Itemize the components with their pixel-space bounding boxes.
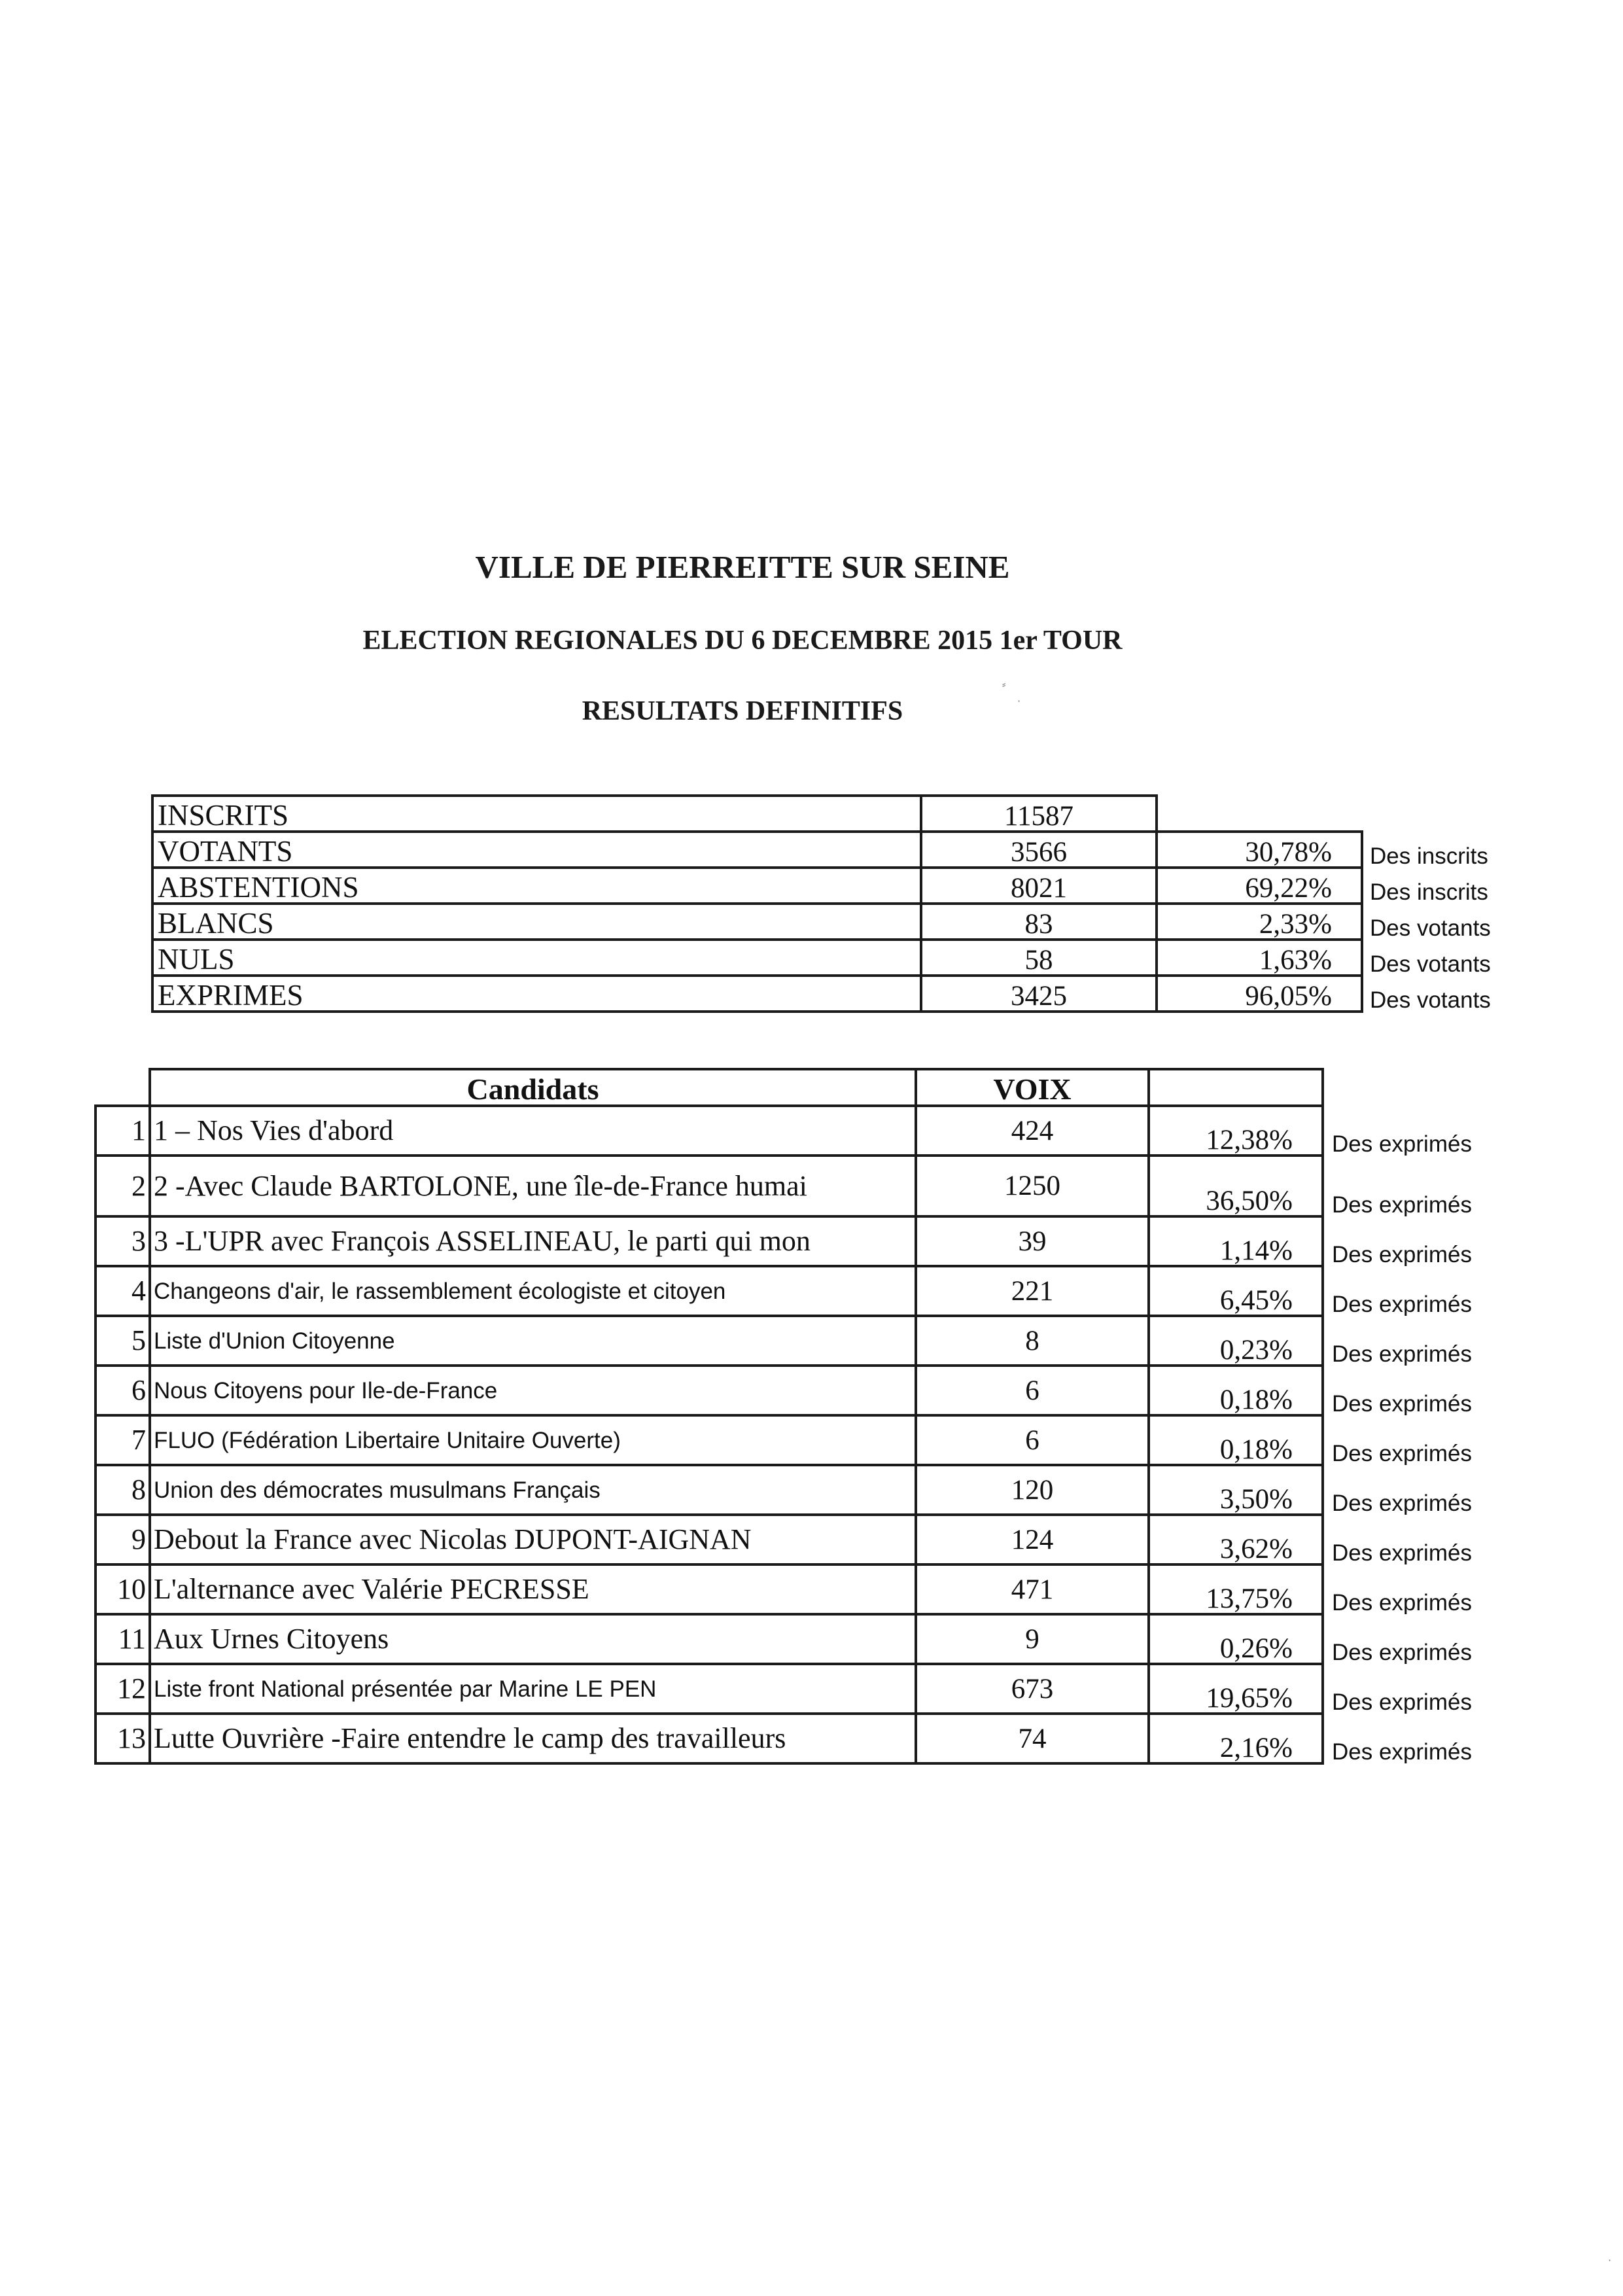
summary-basis: [1362, 796, 1541, 832]
header-blank-cell: [96, 1069, 150, 1106]
candidate-votes: 120: [916, 1465, 1149, 1515]
candidate-number: 12: [96, 1664, 150, 1714]
candidate-basis: Des exprimés: [1332, 1540, 1472, 1564]
candidate-percent: 2,16%: [1149, 1714, 1323, 1763]
city-title: VILLE DE PIERREITTE SUR SEINE: [475, 549, 1010, 585]
candidate-number: 9: [96, 1515, 150, 1564]
candidate-row: [96, 1415, 1519, 1465]
candidate-basis: Des exprimés: [1332, 1739, 1472, 1763]
summary-label: BLANCS: [152, 904, 921, 940]
candidate-basis: Des exprimés: [1332, 1441, 1472, 1465]
turnout-summary-table: [151, 794, 1543, 1013]
candidate-number: 5: [96, 1316, 150, 1366]
summary-basis: Des inscrits: [1370, 843, 1488, 869]
candidate-number: 2: [96, 1156, 150, 1216]
candidate-list-name: 1 – Nos Vies d'abord: [150, 1106, 916, 1156]
candidate-list-name: FLUO (Fédération Libertaire Unitaire Ouverte): [150, 1415, 916, 1465]
candidate-percent: 0,18%: [1149, 1415, 1323, 1465]
candidates-column-header: Candidats: [150, 1069, 916, 1106]
summary-basis: Des votants: [1370, 915, 1491, 941]
candidate-list-name: Changeons d'air, le rassemblement écologiste et citoyen: [150, 1266, 916, 1316]
candidate-list-name: Debout la France avec Nicolas DUPONT-AIGNAN: [150, 1515, 916, 1564]
candidate-percent: 0,26%: [1149, 1614, 1323, 1664]
candidate-percent: 19,65%: [1149, 1664, 1323, 1714]
summary-basis: Des inscrits: [1370, 879, 1488, 905]
candidate-number: 7: [96, 1415, 150, 1465]
candidate-percent: 12,38%: [1149, 1106, 1323, 1156]
candidate-percent: 3,62%: [1149, 1515, 1323, 1564]
summary-percent: 96,05%: [1157, 976, 1362, 1012]
candidate-row: [96, 1515, 1519, 1564]
candidate-list-name: Liste front National présentée par Marine LE PEN: [150, 1664, 916, 1714]
candidate-votes: 1250: [916, 1156, 1149, 1216]
candidates-results-table: [94, 1068, 1520, 1765]
summary-row: [152, 796, 1541, 832]
candidate-basis: Des exprimés: [1332, 1341, 1472, 1366]
candidate-row: [96, 1366, 1519, 1415]
candidate-votes: 424: [916, 1106, 1149, 1156]
summary-value: 8021: [921, 868, 1157, 904]
candidate-number: 8: [96, 1465, 150, 1515]
candidate-number: 10: [96, 1564, 150, 1614]
candidate-basis: Des exprimés: [1332, 1192, 1472, 1216]
summary-percent: [1157, 796, 1362, 832]
summary-value: 83: [921, 904, 1157, 940]
summary-row: [152, 832, 1541, 868]
candidate-number: 13: [96, 1714, 150, 1763]
candidate-votes: 6: [916, 1366, 1149, 1415]
candidate-number: 3: [96, 1216, 150, 1266]
candidate-number: 4: [96, 1266, 150, 1316]
candidate-list-name: 2 -Avec Claude BARTOLONE, une île-de-France humai: [150, 1156, 916, 1216]
candidate-row: [96, 1564, 1519, 1614]
candidate-number: 11: [96, 1614, 150, 1664]
candidate-row: [96, 1156, 1519, 1216]
candidate-row: [96, 1465, 1519, 1515]
summary-row: [152, 868, 1541, 904]
candidate-votes: 39: [916, 1216, 1149, 1266]
summary-value: 3425: [921, 976, 1157, 1012]
header-percent-cell: [1149, 1069, 1323, 1106]
candidate-basis: Des exprimés: [1332, 1689, 1472, 1714]
candidate-basis: Des exprimés: [1332, 1491, 1472, 1515]
candidate-basis: Des exprimés: [1332, 1640, 1472, 1664]
candidate-row: [96, 1316, 1519, 1366]
candidate-votes: 471: [916, 1564, 1149, 1614]
candidate-votes: 8: [916, 1316, 1149, 1366]
candidate-votes: 221: [916, 1266, 1149, 1316]
summary-row: [152, 904, 1541, 940]
summary-label: VOTANTS: [152, 832, 921, 868]
candidate-list-name: 3 -L'UPR avec François ASSELINEAU, le parti qui mon: [150, 1216, 916, 1266]
candidate-row: [96, 1664, 1519, 1714]
summary-label: EXPRIMES: [152, 976, 921, 1012]
candidate-list-name: Liste d'Union Citoyenne: [150, 1316, 916, 1366]
candidate-basis: Des exprimés: [1332, 1242, 1472, 1266]
candidate-votes: 9: [916, 1614, 1149, 1664]
summary-value: 58: [921, 940, 1157, 976]
candidate-list-name: L'alternance avec Valérie PECRESSE: [150, 1564, 916, 1614]
candidate-number: 6: [96, 1366, 150, 1415]
summary-label: ABSTENTIONS: [152, 868, 921, 904]
candidate-percent: 1,14%: [1149, 1216, 1323, 1266]
candidate-votes: 74: [916, 1714, 1149, 1763]
summary-row: [152, 940, 1541, 976]
candidate-list-name: Union des démocrates musulmans Français: [150, 1465, 916, 1515]
scan-speck: ·: [1608, 2254, 1612, 2267]
candidate-percent: 0,23%: [1149, 1316, 1323, 1366]
candidate-row: [96, 1714, 1519, 1763]
votes-column-header: VOIX: [916, 1069, 1149, 1106]
candidate-percent: 13,75%: [1149, 1564, 1323, 1614]
summary-percent: 1,63%: [1157, 940, 1362, 976]
summary-percent: 2,33%: [1157, 904, 1362, 940]
summary-value: 3566: [921, 832, 1157, 868]
candidate-list-name: Lutte Ouvrière -Faire entendre le camp des travailleurs: [150, 1714, 916, 1763]
candidate-votes: 6: [916, 1415, 1149, 1465]
summary-label: INSCRITS: [152, 796, 921, 832]
candidate-basis: Des exprimés: [1332, 1391, 1472, 1415]
candidate-row: [96, 1266, 1519, 1316]
candidate-number: 1: [96, 1106, 150, 1156]
candidate-basis: Des exprimés: [1332, 1590, 1472, 1614]
election-title: ELECTION REGIONALES DU 6 DECEMBRE 2015 1er TOUR: [362, 626, 1123, 656]
candidate-row: [96, 1106, 1519, 1156]
candidate-percent: 6,45%: [1149, 1266, 1323, 1316]
summary-row: [152, 976, 1541, 1012]
candidate-basis: Des exprimés: [1332, 1292, 1472, 1316]
scan-speck: ·: [1017, 695, 1021, 707]
summary-basis: Des votants: [1370, 987, 1491, 1013]
candidate-row: [96, 1614, 1519, 1664]
candidate-votes: 673: [916, 1664, 1149, 1714]
summary-label: NULS: [152, 940, 921, 976]
summary-percent: 69,22%: [1157, 868, 1362, 904]
candidate-percent: 36,50%: [1149, 1156, 1323, 1216]
scan-speck: ⸗: [1002, 678, 1006, 690]
header-note-cell: [1323, 1069, 1519, 1106]
candidate-votes: 124: [916, 1515, 1149, 1564]
results-status-title: RESULTATS DEFINITIFS: [582, 696, 903, 726]
candidate-basis: Des exprimés: [1332, 1131, 1472, 1156]
candidate-list-name: Aux Urnes Citoyens: [150, 1614, 916, 1664]
summary-value: 11587: [921, 796, 1157, 832]
candidate-list-name: Nous Citoyens pour Ile-de-France: [150, 1366, 916, 1415]
candidate-percent: 3,50%: [1149, 1465, 1323, 1515]
summary-percent: 30,78%: [1157, 832, 1362, 868]
candidates-header-row: [96, 1069, 1519, 1106]
candidate-row: [96, 1216, 1519, 1266]
summary-basis: Des votants: [1370, 951, 1491, 977]
candidate-percent: 0,18%: [1149, 1366, 1323, 1415]
